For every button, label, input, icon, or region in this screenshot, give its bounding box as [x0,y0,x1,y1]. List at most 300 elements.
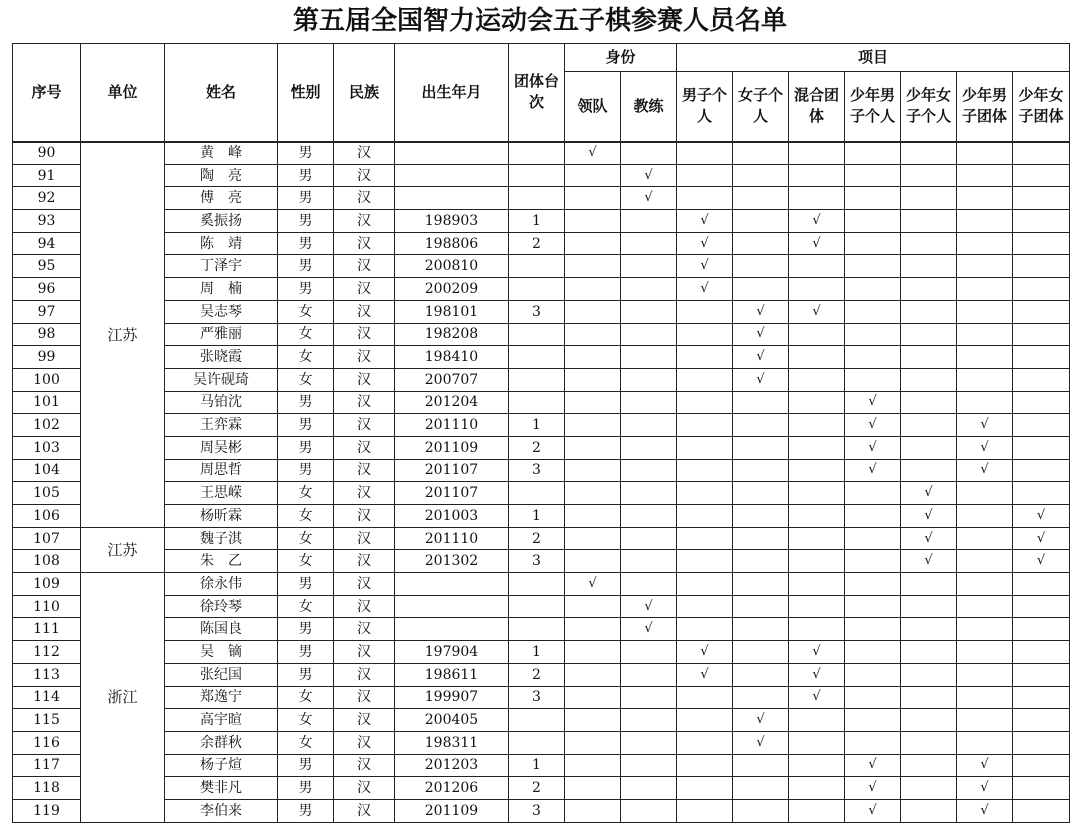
table-row [13,459,1070,482]
empty-cell [1013,663,1070,686]
row-index: 108 [13,550,81,573]
empty-cell [621,278,677,301]
empty-cell [733,505,789,528]
row-name: 杨子煊 [165,754,278,777]
empty-cell [621,777,677,800]
empty-cell [957,323,1013,346]
empty-cell [733,573,789,596]
row-ethnicity: 汉 [334,414,395,437]
empty-cell [789,709,845,732]
empty-cell [621,255,677,278]
row-gender: 男 [278,799,334,822]
table-row [13,414,1070,437]
header-events: 项目 [677,44,1070,72]
empty-cell [621,368,677,391]
header-youth-men-team: 少年男子团体 [957,72,1013,142]
table-row [13,187,1070,210]
row-index: 111 [13,618,81,641]
row-ethnicity: 汉 [334,527,395,550]
row-gender: 男 [278,573,334,596]
empty-cell [1013,709,1070,732]
page-title: 第五届全国智力运动会五子棋参赛人员名单 [292,6,787,36]
row-name: 马铂沈 [165,391,278,414]
empty-cell [1013,686,1070,709]
row-name: 奚振扬 [165,210,278,233]
empty-cell [957,482,1013,505]
empty-cell [733,663,789,686]
check-mark: √ [677,663,733,686]
row-birth: 201107 [395,459,509,482]
row-name: 周 楠 [165,278,278,301]
row-gender: 男 [278,391,334,414]
empty-cell [845,300,901,323]
check-mark: √ [733,346,789,369]
table-row [13,346,1070,369]
empty-cell [677,436,733,459]
row-birth: 201109 [395,799,509,822]
empty-cell [621,346,677,369]
row-index: 109 [13,573,81,596]
row-birth: 200209 [395,278,509,301]
empty-cell [1013,255,1070,278]
empty-cell [957,527,1013,550]
empty-cell [901,368,957,391]
row-gender: 女 [278,323,334,346]
row-name: 陈国良 [165,618,278,641]
empty-cell [901,187,957,210]
row-gender: 男 [278,414,334,437]
row-team-order: 3 [509,459,565,482]
header-youth-women-individual: 少年女子个人 [901,72,957,142]
empty-cell [733,482,789,505]
empty-cell [789,482,845,505]
empty-cell [565,550,621,573]
empty-cell [1013,300,1070,323]
empty-cell [621,323,677,346]
check-mark: √ [789,210,845,233]
empty-cell [1013,210,1070,233]
empty-cell [789,187,845,210]
empty-cell [565,187,621,210]
empty-cell [845,550,901,573]
header-identity: 身份 [565,44,677,72]
row-team-order [509,164,565,187]
row-gender: 男 [278,142,334,165]
empty-cell [733,754,789,777]
empty-cell [621,663,677,686]
row-birth: 198208 [395,323,509,346]
empty-cell [845,210,901,233]
empty-cell [789,731,845,754]
empty-cell [957,368,1013,391]
row-team-order [509,482,565,505]
table-row [13,799,1070,822]
row-index: 96 [13,278,81,301]
row-name: 朱 乙 [165,550,278,573]
empty-cell [677,391,733,414]
empty-cell [621,210,677,233]
empty-cell [789,618,845,641]
check-mark: √ [677,232,733,255]
row-name: 徐玲琴 [165,595,278,618]
empty-cell [565,346,621,369]
empty-cell [677,505,733,528]
header-youth-men-individual: 少年男子个人 [845,72,901,142]
row-birth: 201110 [395,414,509,437]
empty-cell [845,595,901,618]
empty-cell [565,436,621,459]
row-name: 高宇暄 [165,709,278,732]
row-ethnicity: 汉 [334,323,395,346]
row-index: 95 [13,255,81,278]
empty-cell [677,459,733,482]
empty-cell [957,573,1013,596]
empty-cell [789,527,845,550]
row-gender: 男 [278,210,334,233]
row-gender: 男 [278,459,334,482]
row-team-order [509,368,565,391]
row-birth [395,164,509,187]
empty-cell [1013,641,1070,664]
row-team-order: 2 [509,777,565,800]
empty-cell [957,255,1013,278]
empty-cell [1013,164,1070,187]
check-mark: √ [789,300,845,323]
row-team-order: 1 [509,641,565,664]
empty-cell [621,799,677,822]
empty-cell [733,187,789,210]
empty-cell [733,641,789,664]
row-birth: 201206 [395,777,509,800]
empty-cell [677,482,733,505]
empty-cell [733,686,789,709]
empty-cell [621,459,677,482]
row-team-order: 2 [509,232,565,255]
empty-cell [845,323,901,346]
empty-cell [677,595,733,618]
table-row [13,164,1070,187]
empty-cell [621,482,677,505]
row-team-order [509,709,565,732]
empty-cell [733,210,789,233]
check-mark: √ [957,414,1013,437]
row-birth: 201203 [395,754,509,777]
row-ethnicity: 汉 [334,686,395,709]
row-name: 傅 亮 [165,187,278,210]
empty-cell [677,187,733,210]
row-gender: 男 [278,164,334,187]
row-ethnicity: 汉 [334,142,395,165]
empty-cell [1013,323,1070,346]
empty-cell [845,709,901,732]
row-team-order [509,187,565,210]
empty-cell [957,164,1013,187]
row-index: 112 [13,641,81,664]
empty-cell [845,731,901,754]
empty-cell [677,414,733,437]
row-index: 91 [13,164,81,187]
empty-cell [957,641,1013,664]
empty-cell [789,505,845,528]
check-mark: √ [957,459,1013,482]
row-birth [395,573,509,596]
check-mark: √ [789,232,845,255]
row-ethnicity: 汉 [334,187,395,210]
check-mark: √ [565,573,621,596]
empty-cell [677,368,733,391]
empty-cell [621,232,677,255]
empty-cell [677,300,733,323]
check-mark: √ [789,686,845,709]
empty-cell [957,709,1013,732]
row-ethnicity: 汉 [334,595,395,618]
empty-cell [845,142,901,165]
empty-cell [845,255,901,278]
row-index: 102 [13,414,81,437]
empty-cell [901,663,957,686]
empty-cell [901,573,957,596]
row-team-order [509,391,565,414]
row-team-order: 1 [509,414,565,437]
row-ethnicity: 汉 [334,799,395,822]
header-ethnicity: 民族 [334,44,395,142]
empty-cell [677,686,733,709]
empty-cell [901,232,957,255]
row-index: 100 [13,368,81,391]
empty-cell [1013,799,1070,822]
empty-cell [901,300,957,323]
empty-cell [565,323,621,346]
row-ethnicity: 汉 [334,300,395,323]
row-gender: 女 [278,482,334,505]
empty-cell [1013,346,1070,369]
empty-cell [565,731,621,754]
empty-cell [789,255,845,278]
row-name: 周吴彬 [165,436,278,459]
row-ethnicity: 汉 [334,641,395,664]
empty-cell [733,255,789,278]
unit-cell: 浙江 [81,573,165,823]
row-name: 李伯来 [165,799,278,822]
row-team-order: 3 [509,300,565,323]
row-ethnicity: 汉 [334,482,395,505]
row-index: 119 [13,799,81,822]
row-birth [395,618,509,641]
empty-cell [565,799,621,822]
check-mark: √ [1013,527,1070,550]
row-team-order: 1 [509,754,565,777]
table-row [13,527,1070,550]
empty-cell [565,754,621,777]
table-row [13,278,1070,301]
check-mark: √ [677,255,733,278]
table-row [13,210,1070,233]
row-team-order: 3 [509,686,565,709]
check-mark: √ [901,505,957,528]
check-mark: √ [957,436,1013,459]
row-index: 90 [13,142,81,165]
row-name: 吴 镝 [165,641,278,664]
row-index: 98 [13,323,81,346]
row-birth: 198311 [395,731,509,754]
table-row [13,573,1070,596]
row-gender: 男 [278,436,334,459]
table-row [13,663,1070,686]
table-row [13,641,1070,664]
table-row [13,754,1070,777]
empty-cell [901,323,957,346]
empty-cell [565,278,621,301]
row-index: 104 [13,459,81,482]
table-row [13,777,1070,800]
table-header [13,44,1070,142]
empty-cell [901,391,957,414]
row-team-order: 1 [509,210,565,233]
check-mark: √ [845,777,901,800]
empty-cell [901,164,957,187]
check-mark: √ [733,731,789,754]
unit-cell: 江苏 [81,527,165,572]
empty-cell [845,686,901,709]
row-ethnicity: 汉 [334,573,395,596]
check-mark: √ [957,777,1013,800]
empty-cell [901,414,957,437]
check-mark: √ [1013,505,1070,528]
empty-cell [733,459,789,482]
empty-cell [957,278,1013,301]
header-gender: 性别 [278,44,334,142]
row-ethnicity: 汉 [334,459,395,482]
empty-cell [621,527,677,550]
row-team-order [509,346,565,369]
empty-cell [789,777,845,800]
empty-cell [565,482,621,505]
empty-cell [565,527,621,550]
check-mark: √ [845,459,901,482]
empty-cell [733,527,789,550]
empty-cell [789,142,845,165]
row-ethnicity: 汉 [334,164,395,187]
header-men-individual: 男子个人 [677,72,733,142]
empty-cell [1013,459,1070,482]
row-gender: 男 [278,754,334,777]
row-name: 黄 峰 [165,142,278,165]
check-mark: √ [733,323,789,346]
table-row [13,709,1070,732]
empty-cell [565,232,621,255]
check-mark: √ [733,300,789,323]
empty-cell [733,618,789,641]
empty-cell [733,142,789,165]
row-index: 103 [13,436,81,459]
row-gender: 男 [278,232,334,255]
row-index: 110 [13,595,81,618]
row-team-order [509,595,565,618]
table-body [13,142,1070,823]
empty-cell [845,641,901,664]
row-name: 张纪国 [165,663,278,686]
empty-cell [845,346,901,369]
empty-cell [621,505,677,528]
empty-cell [845,663,901,686]
row-birth: 197904 [395,641,509,664]
empty-cell [1013,368,1070,391]
empty-cell [733,550,789,573]
row-birth: 201107 [395,482,509,505]
empty-cell [957,346,1013,369]
empty-cell [901,686,957,709]
row-index: 92 [13,187,81,210]
empty-cell [845,187,901,210]
check-mark: √ [845,436,901,459]
row-name: 丁泽宇 [165,255,278,278]
empty-cell [733,278,789,301]
row-index: 94 [13,232,81,255]
empty-cell [733,232,789,255]
empty-cell [621,550,677,573]
row-gender: 男 [278,278,334,301]
empty-cell [621,436,677,459]
check-mark: √ [733,709,789,732]
empty-cell [621,573,677,596]
row-birth: 200707 [395,368,509,391]
row-index: 107 [13,527,81,550]
empty-cell [565,663,621,686]
row-index: 97 [13,300,81,323]
check-mark: √ [621,618,677,641]
row-gender: 男 [278,187,334,210]
empty-cell [789,573,845,596]
row-ethnicity: 汉 [334,391,395,414]
empty-cell [901,436,957,459]
empty-cell [677,618,733,641]
row-gender: 男 [278,255,334,278]
table-row [13,368,1070,391]
empty-cell [677,346,733,369]
table-row [13,482,1070,505]
empty-cell [901,278,957,301]
empty-cell [677,754,733,777]
header-women-individual: 女子个人 [733,72,789,142]
row-gender: 男 [278,777,334,800]
row-name: 周思哲 [165,459,278,482]
row-team-order: 2 [509,436,565,459]
row-birth [395,142,509,165]
row-gender: 女 [278,595,334,618]
empty-cell [789,595,845,618]
check-mark: √ [677,210,733,233]
row-gender: 女 [278,368,334,391]
row-ethnicity: 汉 [334,709,395,732]
empty-cell [789,799,845,822]
empty-cell [733,414,789,437]
row-index: 99 [13,346,81,369]
empty-cell [901,709,957,732]
empty-cell [789,323,845,346]
row-gender: 男 [278,618,334,641]
empty-cell [1013,187,1070,210]
empty-cell [677,731,733,754]
empty-cell [1013,232,1070,255]
empty-cell [901,777,957,800]
check-mark: √ [789,663,845,686]
check-mark: √ [845,414,901,437]
row-team-order [509,142,565,165]
empty-cell [621,391,677,414]
check-mark: √ [621,187,677,210]
header-mixed-team: 混合团体 [789,72,845,142]
row-name: 魏子淇 [165,527,278,550]
